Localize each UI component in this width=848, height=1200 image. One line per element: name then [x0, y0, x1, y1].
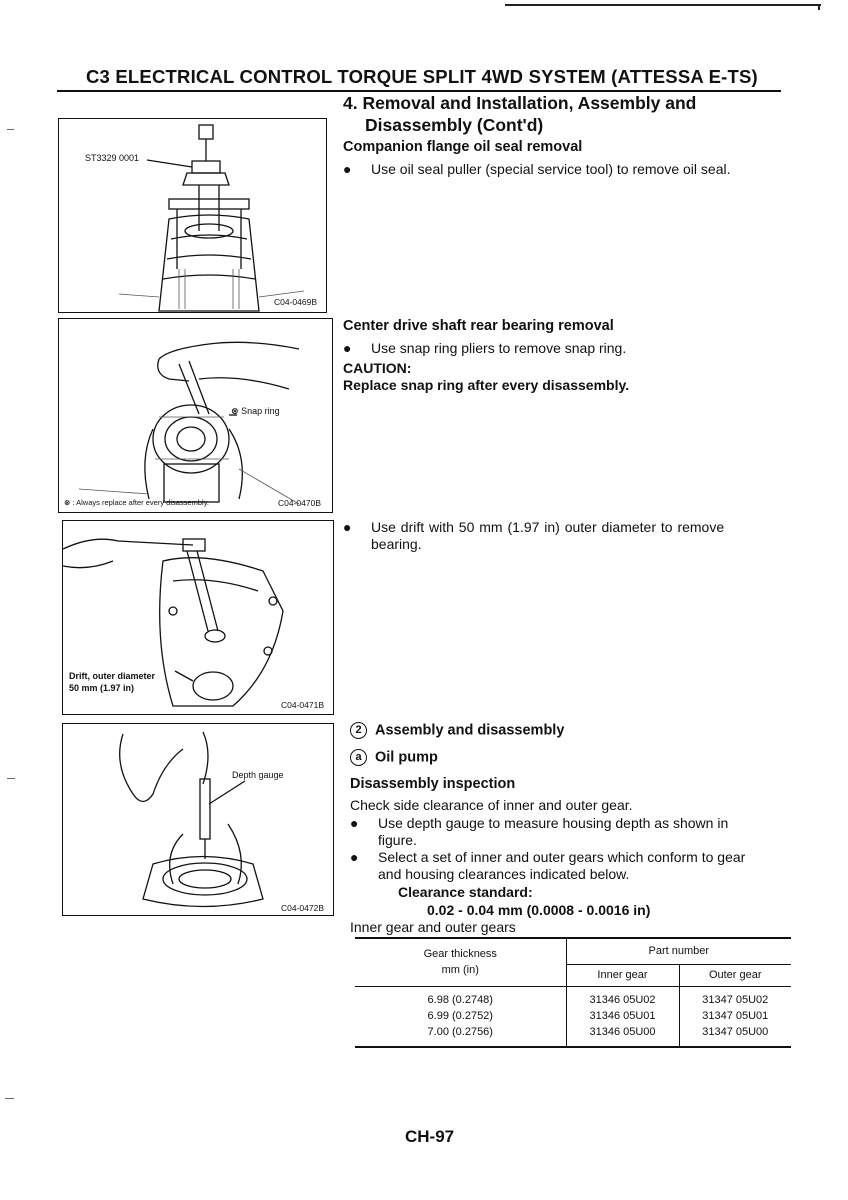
table-row	[355, 1008, 791, 1024]
snap-ring-callout	[231, 406, 280, 417]
thickness-header-line1: Gear thickness	[423, 948, 497, 961]
select-gears-bullet-line2: and housing clearances indicated below.	[378, 866, 630, 882]
oil-pump-heading-text: Oil pump	[375, 749, 438, 766]
select-gears-bullet-line1: Select a set of inner and outer gears which conform to gear	[378, 849, 746, 865]
depth-gauge-illustration	[63, 724, 333, 915]
clearance-label: Clearance standard:	[398, 884, 533, 900]
sub-letter-badge: a	[350, 749, 367, 766]
page-header-title: C3 ELECTRICAL CONTROL TORQUE SPLIT 4WD SYSTEM (ATTESSA E-TS)	[86, 66, 758, 87]
drift-bullet	[343, 519, 789, 553]
drift-bullet-text	[371, 519, 724, 553]
outer-gear-cell: 31347 05U00	[702, 1026, 769, 1038]
bullet-icon: ●	[350, 815, 359, 831]
select-gears-bullet-text	[378, 849, 745, 883]
table-caption: Inner gear and outer gears	[350, 919, 516, 935]
bullet-icon: ●	[343, 519, 352, 535]
margin-mark	[5, 1098, 14, 1099]
center-drive-bullet-text: Use snap ring pliers to remove snap ring.	[371, 340, 627, 356]
oil-pump-heading	[350, 749, 438, 766]
thickness-header	[355, 939, 566, 986]
inspection-intro: Check side clearance of inner and outer gear.	[350, 797, 633, 813]
bullet-icon: ●	[350, 849, 359, 865]
replace-part-icon: ⊗	[231, 406, 239, 416]
tool-callout: ST3329 0001	[85, 153, 140, 163]
inspection-heading: Disassembly inspection	[350, 776, 516, 792]
depth-gauge-bullet-text	[378, 815, 728, 849]
bullet-icon: ●	[343, 161, 352, 177]
inner-gear-cell: 31346 05U02	[566, 992, 679, 1008]
replace-part-icon: ⊗	[64, 498, 71, 507]
table-row	[355, 992, 791, 1008]
companion-flange-bullet-text: Use oil seal puller (special service tool) to remove oil seal.	[371, 161, 731, 177]
depth-gauge-bullet	[350, 815, 790, 849]
section-title	[343, 92, 696, 136]
caution-text: Replace snap ring after every disassembly.	[343, 377, 630, 393]
drift-bullet-line1: Use drift with 50 mm (1.97 in) outer diameter to remove	[371, 519, 725, 535]
replace-note-text: Always replace after every disassembly.	[76, 498, 209, 507]
figure-oil-seal-puller	[58, 118, 327, 313]
center-drive-bullet	[343, 340, 783, 357]
inner-gear-header: Inner gear	[566, 964, 679, 986]
figure-code: C04-0470B	[278, 498, 322, 508]
figure-code: C04-0469B	[274, 297, 318, 307]
oil-seal-puller-illustration	[59, 119, 326, 312]
section-title-line2: Disassembly (Cont'd)	[365, 115, 544, 135]
select-gears-bullet	[350, 849, 790, 883]
thickness-cell: 7.00 (0.2756)	[355, 1024, 566, 1040]
figure-depth-gauge	[62, 723, 334, 916]
page-number: CH-97	[405, 1127, 455, 1146]
inner-gear-cell: 31346 05U00	[566, 1024, 679, 1040]
outer-gear-cell: 31347 05U01	[702, 1010, 769, 1022]
replace-note: ⊗ : Always replace after every disassembly.	[64, 498, 209, 507]
drift-callout-line2: 50 mm (1.97 in)	[69, 683, 135, 693]
margin-mark	[7, 778, 15, 779]
figure-code: C04-0471B	[281, 700, 325, 710]
top-border-tick	[818, 4, 820, 10]
table-row	[355, 1024, 791, 1040]
caution-label: CAUTION:	[343, 360, 412, 376]
clearance-value: 0.02 - 0.04 mm (0.0008 - 0.0016 in)	[427, 902, 651, 918]
assembly-heading	[350, 722, 564, 739]
top-border-line	[505, 4, 821, 6]
section-title-line1: 4. Removal and Installation, Assembly and	[343, 93, 697, 113]
depth-gauge-callout: Depth gauge	[232, 770, 284, 780]
depth-gauge-bullet-line1: Use depth gauge to measure housing depth as shown in	[378, 815, 729, 831]
thickness-cell: 6.98 (0.2748)	[355, 992, 566, 1008]
assembly-heading-text: Assembly and disassembly	[375, 722, 565, 739]
snap-ring-callout-text: Snap ring	[241, 406, 280, 416]
margin-mark	[7, 129, 14, 130]
snap-ring-illustration	[59, 319, 332, 512]
figure-code: C04-0472B	[281, 903, 325, 913]
figure-drift	[62, 520, 334, 715]
figure-snap-ring	[58, 318, 333, 513]
depth-gauge-bullet-line2: figure.	[378, 832, 417, 848]
center-drive-heading: Center drive shaft rear bearing removal	[343, 318, 614, 334]
part-number-header: Part number	[566, 939, 791, 964]
outer-gear-cell: 31347 05U02	[702, 994, 769, 1006]
drift-callout-line1: Drift, outer diameter	[69, 671, 156, 681]
companion-flange-bullet	[343, 161, 793, 178]
bullet-icon: ●	[343, 340, 352, 356]
drift-bullet-line2: bearing.	[371, 536, 422, 552]
step-number-badge: 2	[350, 722, 367, 739]
inner-gear-cell: 31346 05U01	[566, 1008, 679, 1024]
outer-gear-header: Outer gear	[679, 964, 791, 986]
gear-spec-table	[355, 937, 791, 1048]
companion-flange-heading: Companion flange oil seal removal	[343, 139, 583, 155]
thickness-cell: 6.99 (0.2752)	[355, 1008, 566, 1024]
thickness-header-line2: mm (in)	[441, 964, 479, 977]
